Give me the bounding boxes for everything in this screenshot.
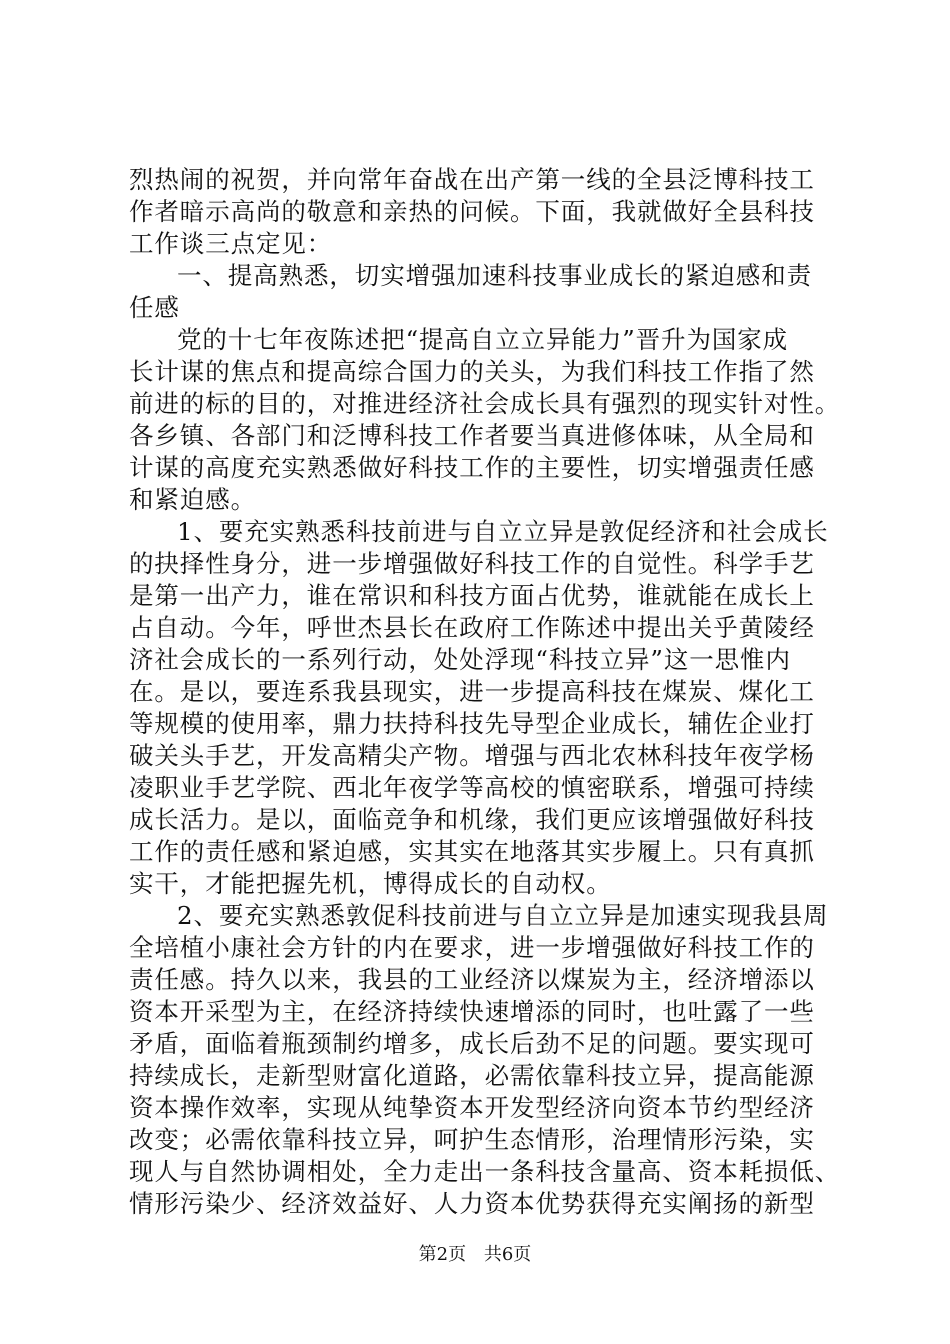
text-line	[129, 292, 849, 324]
text-line-content: 情形污染少、经济效益好、人力资本优势获得充实阐扬的新型	[129, 1189, 815, 1218]
text-line	[129, 932, 849, 964]
text-line	[129, 1156, 849, 1188]
text-line-content: 实干，才能把握先机，博得成长的自动权。	[129, 869, 612, 898]
text-line-content: 烈热闹的祝贺，并向常年奋战在出产第一线的全县泛博科技工	[129, 165, 815, 194]
text-line-content: 的抉择性身分，进一步增强做好科技工作的自觉性。科学手艺	[129, 549, 815, 578]
text-line-content: 任感	[129, 293, 180, 322]
text-line-content: 计谋的高度充实熟悉做好科技工作的主要性，切实增强责任感	[129, 453, 815, 482]
text-line	[129, 324, 849, 356]
text-line-content: 等规模的使用率，鼎力扶持科技先导型企业成长，辅佐企业打	[129, 709, 815, 738]
text-line	[129, 196, 849, 228]
text-line	[129, 228, 849, 260]
text-line-content: 一、提高熟悉，切实增强加速科技事业成长的紧迫感和责	[177, 261, 812, 290]
text-line	[129, 612, 849, 644]
text-line-content: 2、要充实熟悉敦促科技前进与自立立异是加速实现我县周	[177, 901, 829, 930]
text-line	[129, 708, 849, 740]
text-line	[129, 644, 849, 676]
text-line-content: 责任感。持久以来，我县的工业经济以煤炭为主，经济增添以	[129, 965, 815, 994]
text-line-content: 济社会成长的一系列行动，处处浮现“科技立异”这一思惟内	[129, 645, 791, 674]
text-line	[129, 836, 849, 868]
text-line	[129, 484, 849, 516]
text-line	[129, 900, 849, 932]
text-line-content: 和紧迫感。	[129, 485, 256, 514]
text-line	[129, 676, 849, 708]
text-line	[129, 164, 849, 196]
text-line-content: 现人与自然协调相处，全力走出一条科技含量高、资本耗损低、	[129, 1157, 841, 1186]
text-line-content: 改变；必需依靠科技立异，呵护生态情形，治理情形污染，实	[129, 1125, 815, 1154]
page-total: 共6页	[483, 1244, 532, 1265]
text-line-content: 破关头手艺，开发高精尖产物。增强与西北农林科技年夜学杨	[129, 741, 815, 770]
text-line	[129, 772, 849, 804]
text-line	[129, 1028, 849, 1060]
text-line-content: 1、要充实熟悉科技前进与自立立异是敦促经济和社会成长	[177, 517, 829, 546]
text-line	[129, 964, 849, 996]
text-line	[129, 452, 849, 484]
text-line-content: 各乡镇、各部门和泛博科技工作者要当真进修体味，从全局和	[129, 421, 815, 450]
text-line-content: 工作谈三点定见：	[129, 229, 333, 258]
text-line-content: 凌职业手艺学院、西北年夜学等高校的慎密联系，增强可持续	[129, 773, 815, 802]
text-line	[129, 548, 849, 580]
text-line-content: 长计谋的焦点和提高综合国力的关头，为我们科技工作指了然	[129, 357, 815, 386]
page-footer	[0, 1240, 950, 1266]
text-line	[129, 804, 849, 836]
text-line	[129, 1060, 849, 1092]
text-line-content: 矛盾，面临着瓶颈制约增多，成长后劲不足的问题。要实现可	[129, 1029, 815, 1058]
text-line-content: 党的十七年夜陈述把“提高自立立异能力”晋升为国家成	[177, 325, 789, 354]
text-line	[129, 868, 849, 900]
document-body	[129, 164, 849, 1220]
text-line	[129, 260, 849, 292]
text-line	[129, 516, 849, 548]
text-line	[129, 1092, 849, 1124]
text-line-content: 在。是以，要连系我县现实，进一步提高科技在煤炭、煤化工	[129, 677, 815, 706]
text-line-content: 工作的责任感和紧迫感，实其实在地落其实步履上。只有真抓	[129, 837, 815, 866]
text-line	[129, 740, 849, 772]
text-line	[129, 996, 849, 1028]
text-line-content: 是第一出产力，谁在常识和科技方面占优势，谁就能在成长上	[129, 581, 815, 610]
text-line	[129, 388, 849, 420]
text-line-content: 资本操作效率，实现从纯挚资本开发型经济向资本节约型经济	[129, 1093, 815, 1122]
text-line	[129, 580, 849, 612]
text-line	[129, 420, 849, 452]
page-number: 第2页	[418, 1244, 467, 1265]
text-line-content: 占自动。今年，呼世杰县长在政府工作陈述中提出关乎黄陵经	[129, 613, 815, 642]
text-line-content: 持续成长，走新型财富化道路，必需依靠科技立异，提高能源	[129, 1061, 815, 1090]
text-line	[129, 1124, 849, 1156]
text-line-content: 前进的标的目的，对推进经济社会成长具有强烈的现实针对性。	[129, 389, 841, 418]
text-line-content: 资本开采型为主，在经济持续快速增添的同时，也吐露了一些	[129, 997, 815, 1026]
text-line	[129, 356, 849, 388]
text-line-content: 作者暗示高尚的敬意和亲热的问候。下面，我就做好全县科技	[129, 197, 815, 226]
text-line-content: 成长活力。是以，面临竞争和机缘，我们更应该增强做好科技	[129, 805, 815, 834]
text-line	[129, 1188, 849, 1220]
text-line-content: 全培植小康社会方针的内在要求，进一步增强做好科技工作的	[129, 933, 815, 962]
